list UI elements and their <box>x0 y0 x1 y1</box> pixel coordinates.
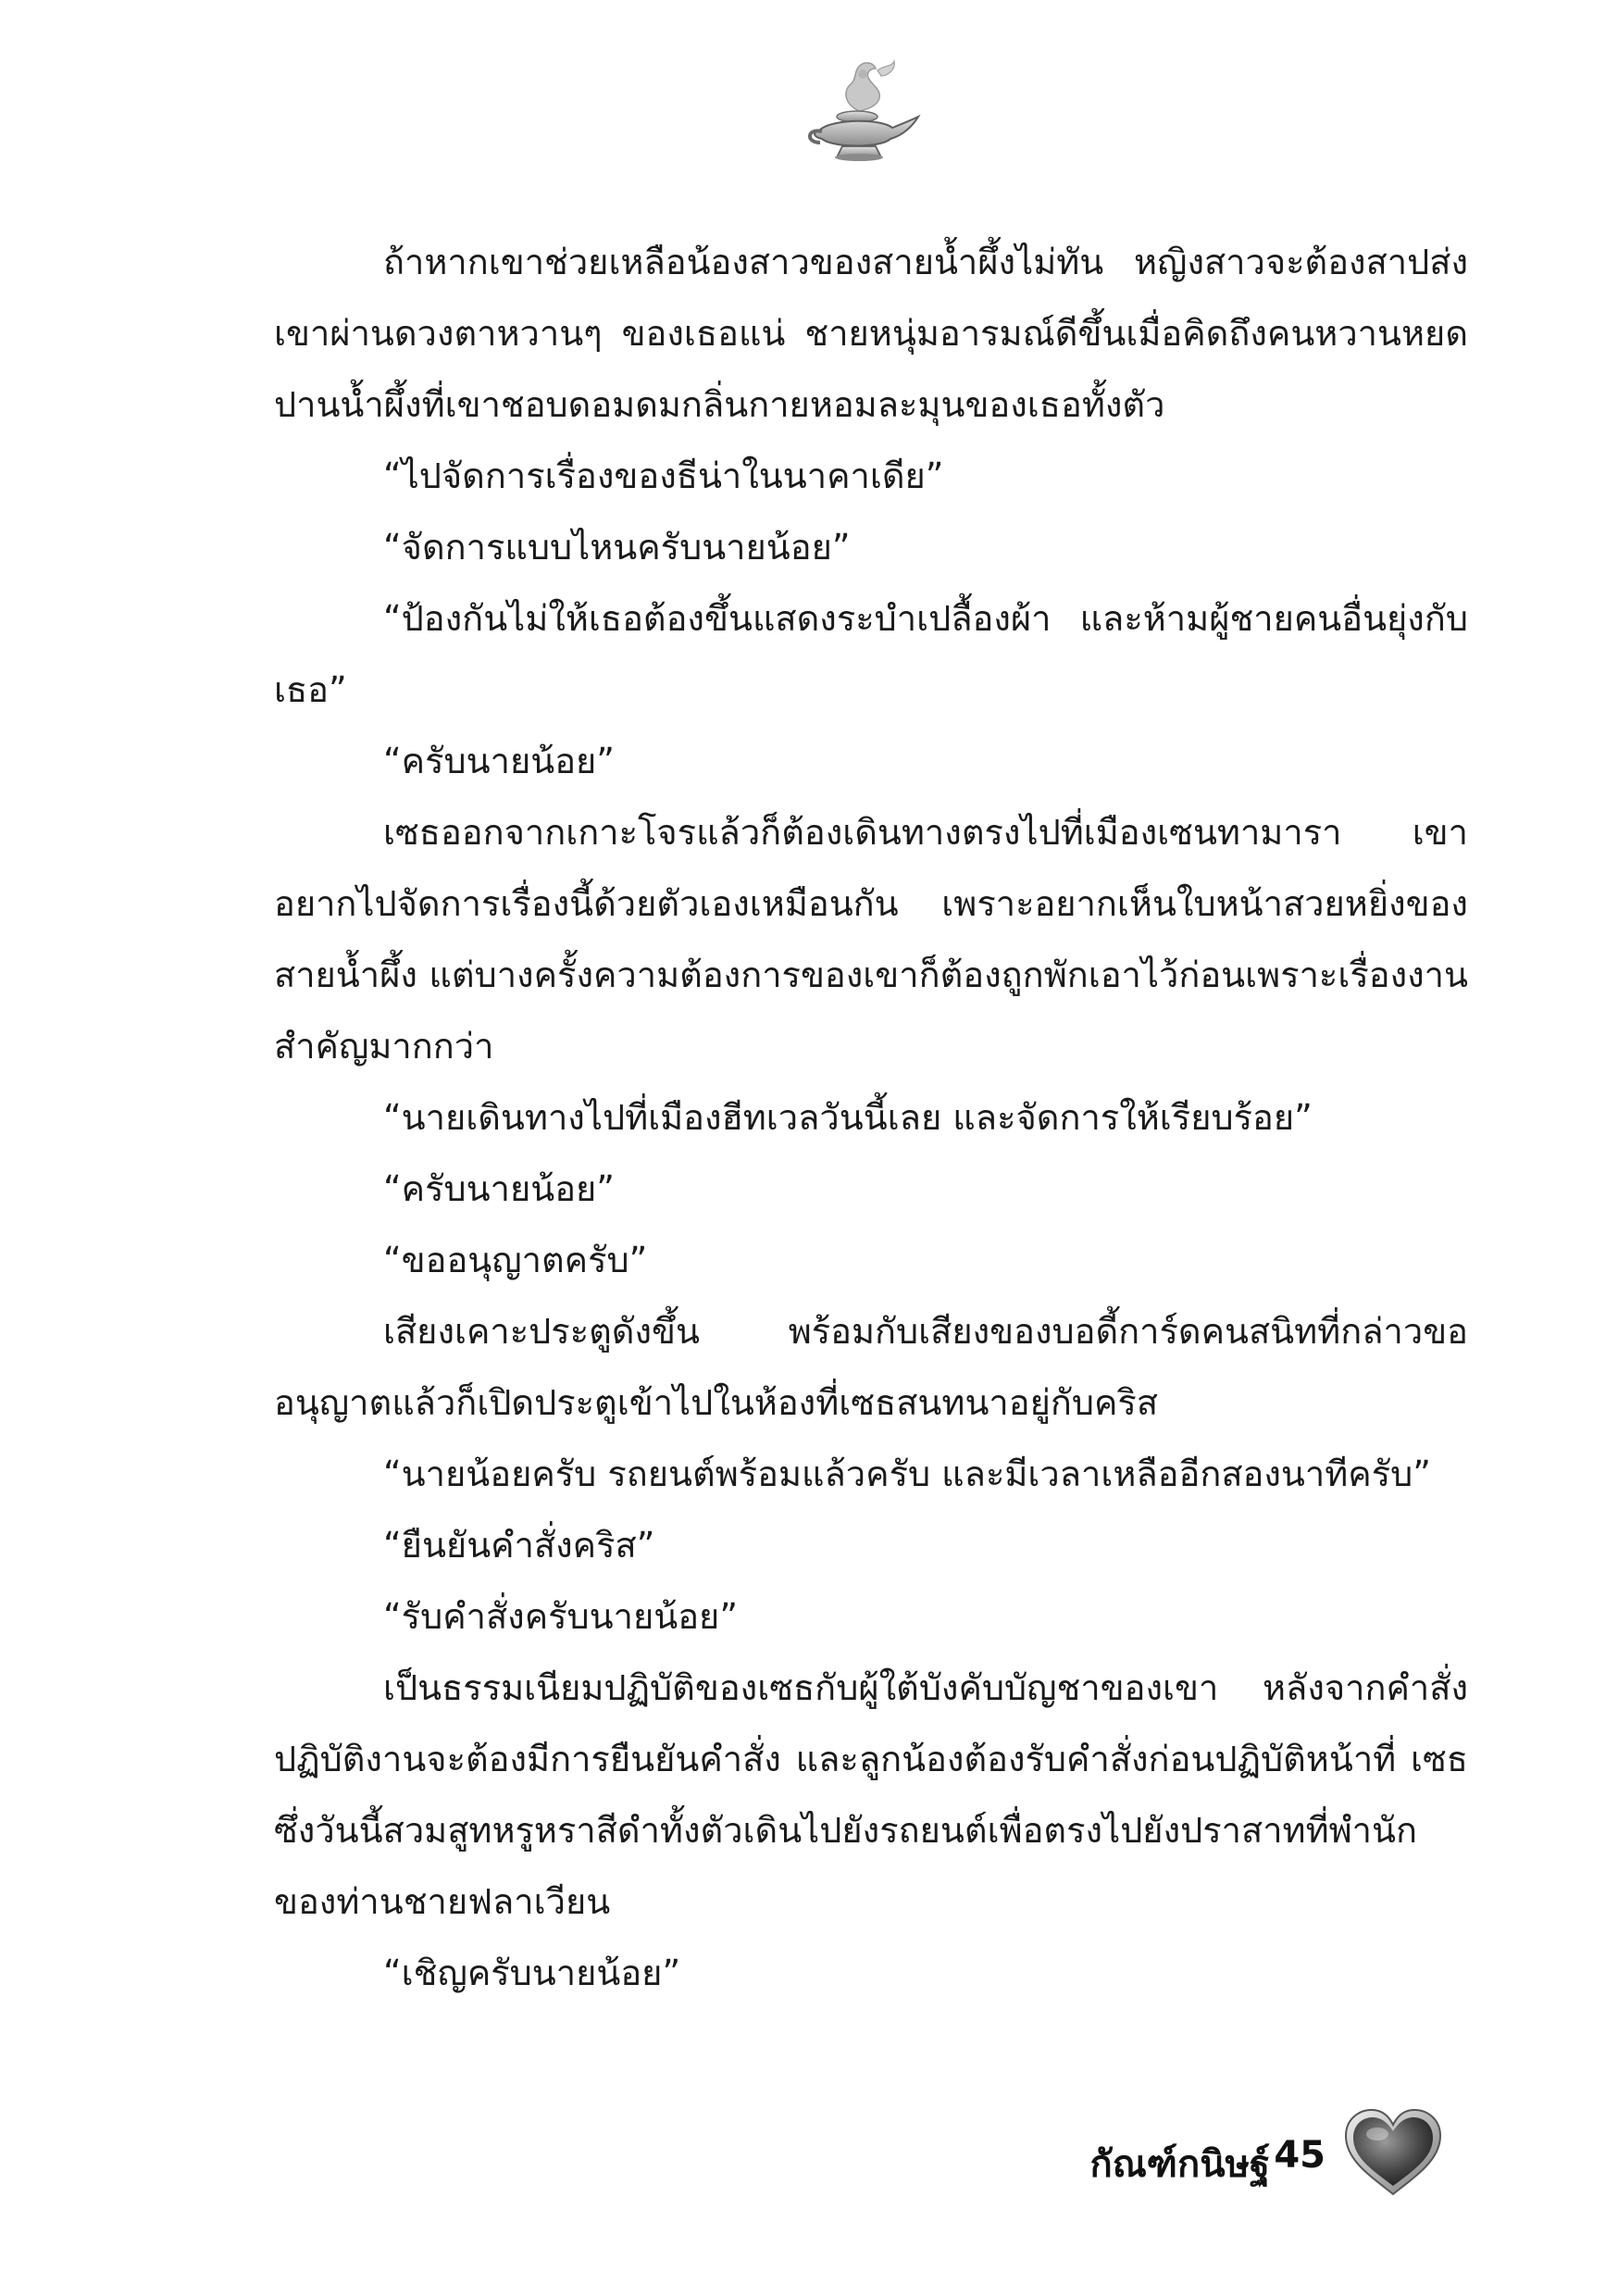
body-text <box>274 227 1468 2009</box>
paragraph: “นายเดินทางไปที่เมืองฮีทเวลวันนี้เลย และจัดการให้เรียบร้อย” <box>383 1097 1313 1138</box>
paragraph: “ไปจัดการเรื่องของธีน่าในนาคาเดีย” <box>383 455 944 496</box>
genie-lamp-icon <box>796 57 926 168</box>
paragraph: ถ้าหากเขาช่วยเหลือน้องสาวของสายน้ำผึ้งไม่ทัน หญิงสาวจะต้องสาปส่งเขาผ่านดวงตาหวานๆ ของเธอแน่ ชายหนุ่มอารมณ์ดีขึ้นเมื่อคิดถึงคนหวานหยดปานน้ำผึ้งที่เขาชอบดอมดมกลิ่นกายหอมละมุนของเธอทั้งตัว <box>274 242 1468 425</box>
paragraph: “รับคำสั่งครับนายน้อย” <box>383 1596 739 1637</box>
paragraph: เสียงเคาะประตูดังขึ้น พร้อมกับเสียงของบอดี้การ์ดคนสนิทที่กล่าวขออนุญาตแล้วก็เปิดประตูเข้าไปในห้องที่เซธสนทนาอยู่กับคริส <box>274 1311 1468 1423</box>
page-footer <box>1055 2106 1481 2208</box>
paragraph: “ขออนุญาตครับ” <box>383 1240 648 1280</box>
paragraph: เป็นธรรมเนียมปฏิบัติของเซธกับผู้ใต้บังคับบัญชาของเขา หลังจากคำสั่งปฏิบัติงานจะต้องมีการยืนยันคำสั่ง และลูกน้องต้องรับคำสั่งก่อนปฏิบัติหน้าที่ เซธซึ่งวันนี้สวมสูทหรูหราสีดำทั้งตัวเดินไปยังรถยนต์เพื่อตรงไปยังปราสาทที่พำนักของท่านชายฟลาเวียน <box>274 1667 1468 1922</box>
paragraph: เซธออกจากเกาะโจรแล้วก็ต้องเดินทางตรงไปที่เมืองเซนทามารา เขาอยากไปจัดการเรื่องนี้ด้วยตัวเองเหมือนกัน เพราะอยากเห็นใบหน้าสวยหยิ่งของสายน้ำผึ้ง แต่บางครั้งความต้องการของเขาก็ต้องถูกพักเอาไว้ก่อนเพราะเรื่องงานสำคัญมากกว่า <box>274 812 1468 1067</box>
paragraph: “ป้องกันไม่ให้เธอต้องขึ้นแสดงระบำเปลื้องผ้า และห้ามผู้ชายคนอื่นยุ่งกับเธอ” <box>274 598 1468 710</box>
paragraph: “ครับนายน้อย” <box>383 1168 615 1209</box>
paragraph: “เชิญครับนายน้อย” <box>383 1953 681 1993</box>
paragraph: “ครับนายน้อย” <box>383 741 615 781</box>
paragraph: “จัดการแบบไหนครับนายน้อย” <box>383 527 851 568</box>
author-name: กัณฑ์กนิษฐ์ <box>1089 2143 1270 2186</box>
paragraph: “นายน้อยครับ รถยนต์พร้อมแล้วครับ และมีเวลาเหลืออีกสองนาทีครับ” <box>383 1454 1431 1494</box>
paragraph: “ยืนยันคำสั่งคริส” <box>383 1525 655 1566</box>
heart-icon <box>1342 2106 1444 2199</box>
page-number: 45 <box>1274 2134 1326 2177</box>
